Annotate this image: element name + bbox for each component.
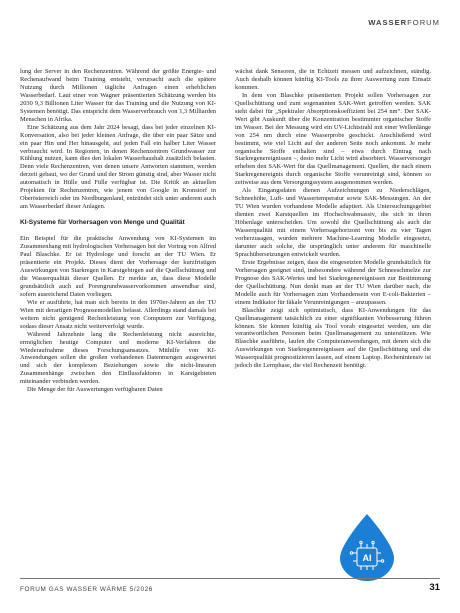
paragraph: Als Eingangsdaten dienen Aufzeichnungen zu Niederschlägen, Schneehöhe, Luft- und Wassertemperatur sowie SAK-Messungen. An der TU Wien wurden vorhandene Modelle adaptiert. Als Untersuchungsgebiet dienten zwei Karstquellen im Hochschwabmassiv, die sich in ihren Höhenlage unterscheiden. Um sowohl die Quellschüttung als auch die Wasserqualität mit einem Vorhersagehorizont von bis zu vier Tagen vorherzusagen, wurden mehrere Machine-Learning Modelle eingesetzt, darunter auch solche, die ursprünglich unter anderem für maschinelle Sprachübersetzungen entwickelt wurden. [235,187,431,258]
header-light: FORUM [407,18,440,27]
paragraph: wächst dank Sensoren, die in Echtzeit messen und aufzeichnen, ständig. Auch deshalb können künftig KI-Tools zu ihrer Auswertung zum Einsatz kommen. [235,68,431,91]
paragraph: Wie er ausführte, hat man sich bereits in den 1970er-Jahren an der TU Wien mit derartigen Prognosemodellen befasst. Allerdings stand damals bei weitem nicht genügend Rechenleistung von Computern zur Verfügung, sodass dieser Ansatz nicht weiterverfolgt wurde. [20,298,216,330]
page-footer [20,578,440,601]
left-column [20,68,216,394]
section-heading: KI-Systeme für Vorhersagen von Menge und Qualität [20,219,185,227]
paragraph: Ein Beispiel für die praktische Anwendung von KI-Systemen im Zusammenhang mit hydrologischen Vorhersagen bot der Vortrag von Alfred Paul Blaschke. Er ist Hydrologe und forscht an der TU Wien. Er präsentierte ein Projekt. Dieses dient der Vorhersage der kurzfristigen Auswirkungen von Starkregen in Karstgebirgen auf die Quellschüttung und die Wasserqualität dieser Quellen. Er merkte an, dass diese Modelle grundsätzlich auch auf Porengrundwasservorkommen anwendbar sind, sofern ausreichend Daten vorliegen. [20,235,216,298]
ai-water-drop-icon [332,512,402,582]
paragraph: Erste Ergebnisse zeigen, dass die eingesetzten Modelle grundsätzlich für Vorhersagen geeignet sind, insbesondere während der Schneeschmelze zur Prognose des SAK-Wertes und bei Starkregenereignissen zur Bestimmung der Quellschüttung. Nun denkt man an der TU Wien darüber nach, die Modelle auch für Vorhersagen zum Vorhandensein von E-coli-Bakterien – einem Indikator für fäkale Verunreinigungen – anzupassen. [235,258,431,306]
paragraph: Während Jahrzehnte lang die Rechenleistung nicht ausreichte, ermöglichen heutige Computer und moderne KI-Verfahren die Wiederaufnahme dieses Forschungsansatzes. Mithilfe von KI-Anwendungen sollen die großen vorhandenen Datenmengen ausgewertet und sich der komplexen Beziehungen sowie die nicht-linearen Zusammenhänge zwischen den Einflussfaktoren in Karstgebieten miteinander verbinden werden. [20,330,216,386]
section-header [368,18,440,27]
paragraph: In dem von Blaschke präsentierten Projekt sollen Vorhersagen zur Quellschüttung und zum sogenannten SAK-Wert getroffen werden. SAK steht dabei für „Spektraler Absorptionskoeffizient bei 254 nm“. Der SAK-Wert gibt Auskunft über die Konzentration bestimmter organischer Stoffe im Wasser. Bei der Messung wird ein UV-Lichtstrahl mit einer Wellenlänge von 254 nm durch eine Wasserprobe geschickt. Anschließend wird bestimmt, wie viel Licht auf der anderen Seite noch ankommt. Je mehr organische Stoffe enthalten sind – etwa durch Eintrag nach Starkregenereignissen –, desto mehr Licht wird absorbiert. Wasserversorger erheben den SAK-Wert für das Quellmanagement. Quellen, die nach einem Starkregenereignis durch organische Stoffe verunreinigt sind, können so zeitweise aus dem Versorgungssystem ausgenommen werden. [235,91,431,187]
paragraph: Die Menge der für Auswertungen verfügbaren Daten [27,386,163,394]
ai-badge-label: AI [362,553,372,563]
header-bold: WASSER [368,18,408,27]
paragraph: Blaschke zeigt sich optimistisch, dass KI-Anwendungen für das Quellmanagement tatsächlich zu einer signifikanten Verbesserung führen können. Sie können künftig als Tool vorab eingesetzt werden, um die verantwortlichen Personen beim Quellmanagement zu unterstützen. Wie Blaschke ausführte, laufen die Computeranwendungen, mit denen sich die Auswirkungen von Starkregenereignissen auf die Quellschüttung und die Wasserqualität prognostizieren lassen, auf einem Laptop. Rechenintensiv ist jedoch die Lernphase, die viel Rechenzeit benötigt. [235,306,431,370]
page-number: 31 [429,582,440,593]
ai-badge-graphic [332,512,402,582]
right-column [235,68,431,370]
paragraph: Eine Schätzung aus dem Jahr 2024 besagt, dass bei jeder einzelnen KI-Konversation, also bei jeder kleinen Anfrage, die über ein paar Sätze und ein paar Hin und Her hinausgeht, auf jeden Fall ein halber Liter Wasser verbraucht wird. In Regionen, in denen Rechenzentren Grundwasser zur Kühlung nutzen, kann dies den lokalen Wasserhaushalt zusätzlich belasten. Denn viele Rechenzentren, von denen unsere Antworten stammen, werden derzeit gebaut, wo der Grund und der Strom günstig sind, aber Wasser nicht automatisch in Hülle und Fülle verfügbar ist. Die Kritik an aktuellen Projekten für Rechenzentren, wie jenem von Google in Kronstorf in Oberösterreich oder im Nordburgenland, entzündet sich unter anderem auch am Wasserbedarf dieser Anlagen. [20,123,216,211]
paragraph: lung der Server in den Rechenzentren. Während der größte Energie- und Rechenaufwand beim Training entsteht, verursacht auch die spätere Nutzung durch Millionen tägliche Anfragen einen erheblichen Wasserbedarf. Laut einer von Wagner präsentierten Schätzung werden bis 2030 9,3 Billionen Liter Wasser für das Training und die Nutzung von KI-Systemen benötigt. Das entspricht dem Wasserverbrauch von 1,3 Milliarden Menschen in Afrika. [20,68,216,123]
footer-publication: FORUM GAS WASSER WÄRME 5/2026 [20,586,153,593]
